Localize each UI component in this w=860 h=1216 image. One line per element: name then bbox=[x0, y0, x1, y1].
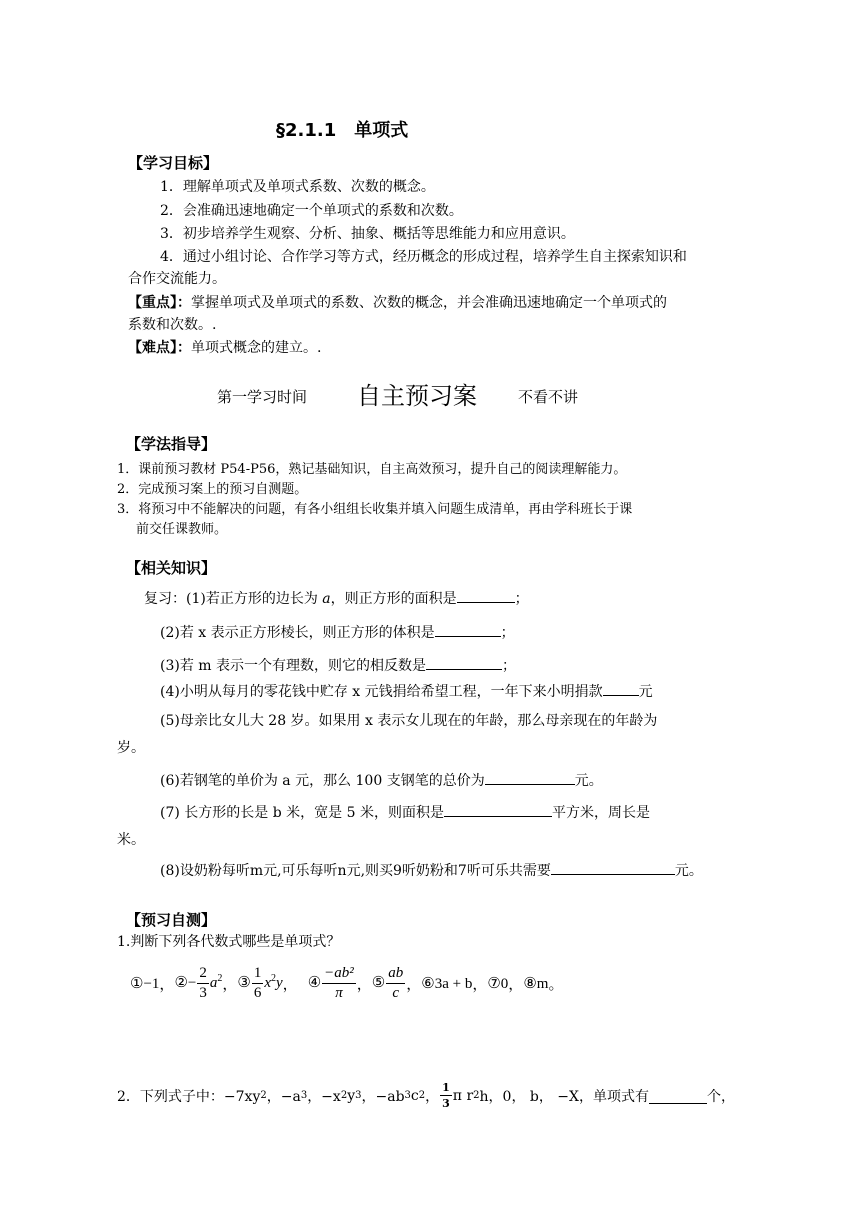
review-q5b: 岁。 bbox=[117, 740, 145, 756]
review-q8: (8)设奶粉每听m元,可乐每听n元,则买9听奶粉和7听可乐共需要 元。 bbox=[160, 859, 703, 880]
expr-6: ⑥3a + b bbox=[421, 976, 473, 992]
objective-item: 2．会准确迅速地确定一个单项式的系数和次数。 bbox=[160, 203, 463, 219]
answer-blank[interactable] bbox=[649, 1088, 707, 1104]
self-test-heading: 【预习自测】 bbox=[126, 911, 217, 929]
key-point bbox=[128, 292, 667, 312]
page-title: §2.1.1 单项式 bbox=[276, 120, 409, 141]
expr-2: ②− $\frac{2}{3}$ $a^2$ bbox=[174, 965, 223, 1001]
expression-list: ①−1 ， ②− $\frac{2}{3}$ $a^2$ ， ③ $\frac{1}{6}$ $x^2y$ ， ④ $\frac{\text{−ab²}}{\pi}$ ， ⑤ $\frac{ab}{c}$ ， ⑥3a + b ， ⑦0 ， ⑧m 。 bbox=[130, 965, 564, 1001]
expr-8: ⑧m bbox=[523, 976, 549, 992]
review-q7: (7) 长方形的长是 b 米，宽是 5 米，则面积是 平方米，周长是 bbox=[160, 801, 650, 822]
method-item: 2．完成预习案上的预习自测题。 bbox=[117, 482, 308, 497]
objective-item: 合作交流能力。 bbox=[128, 271, 226, 287]
review-q3: (3)若 m 表示一个有理数，则它的相反数是 ； bbox=[160, 654, 516, 675]
self-test-q2: 2．下列式子中：−7xy 2 ，−a 3 ，−x 2 y 3 ，−ab 3 c 2 ， $\frac{1}{3}$ π r 2 h，0， b， −X，单项式有 个， bbox=[117, 1081, 735, 1110]
key-point-text: 掌握单项式及单项式的系数、次数的概念，并会准确迅速地确定一个单项式的 bbox=[191, 295, 667, 311]
answer-blank[interactable] bbox=[426, 654, 502, 670]
expr-3: ③ $\frac{1}{6}$ $x^2y$ bbox=[237, 965, 283, 1001]
related-heading: 【相关知识】 bbox=[126, 559, 217, 577]
method-heading: 【学法指导】 bbox=[126, 435, 217, 453]
banner-left: 第一学习时间 bbox=[217, 388, 308, 406]
method-item: 3．将预习中不能解决的问题，有各小组组长收集并填入问题生成清单，再由学科班长于课 bbox=[117, 502, 633, 517]
key-point-line2: 系数和次数。. bbox=[128, 317, 217, 333]
review-q7c: 米。 bbox=[117, 832, 145, 848]
expr-7: ⑦0 bbox=[487, 976, 509, 992]
answer-blank[interactable] bbox=[435, 621, 501, 637]
answer-blank[interactable] bbox=[603, 680, 639, 696]
answer-blank[interactable] bbox=[551, 859, 675, 875]
review-q4: (4)小明从每月的零花钱中贮存 x 元钱捐给希望工程，一年下来小明捐款 元 bbox=[160, 680, 653, 701]
answer-blank[interactable] bbox=[444, 801, 552, 817]
answer-blank[interactable] bbox=[485, 769, 575, 785]
review-q1: 复习：(1)若正方形的边长为 a，则正方形的面积是 ； bbox=[144, 587, 529, 608]
method-item: 前交任课教师。 bbox=[136, 522, 228, 537]
self-test-q1: 1.判断下列各代数式哪些是单项式？ bbox=[117, 934, 341, 950]
method-item: 1．课前预习教材 P54-P56，熟记基础知识，自主高效预习，提升自己的阅读理解能力。 bbox=[117, 462, 627, 477]
expr-4: ④ $\frac{\text{−ab²}}{\pi}$ bbox=[307, 965, 354, 1001]
objective-item: 3．初步培养学生观察、分析、抽象、概括等思维能力和应用意识。 bbox=[160, 226, 575, 242]
difficulty-label: 【难点】： bbox=[128, 340, 191, 356]
banner-center: 自主预习案 bbox=[357, 382, 477, 410]
difficulty bbox=[128, 337, 321, 357]
review-q5a: (5)母亲比女儿大 28 岁。如果用 x 表示女儿现在的年龄，那么母亲现在的年龄为 bbox=[160, 713, 658, 729]
expr-5: ⑤ $\frac{ab}{c}$ bbox=[371, 965, 404, 1001]
objectives-heading: 【学习目标】 bbox=[128, 154, 219, 172]
banner-right: 不看不讲 bbox=[518, 388, 579, 406]
review-q2: (2)若 x 表示正方形棱长，则正方形的体积是 ； bbox=[160, 621, 515, 642]
key-point-label: 【重点】： bbox=[128, 295, 191, 311]
difficulty-text: 单项式概念的建立。. bbox=[191, 340, 322, 356]
answer-blank[interactable] bbox=[457, 587, 515, 603]
expr-1: ①−1 bbox=[130, 976, 160, 992]
review-q6: (6)若钢笔的单价为 a 元，那么 100 支钢笔的总价为 元。 bbox=[160, 769, 603, 790]
objective-item: 4．通过小组讨论、合作学习等方式，经历概念的形成过程，培养学生自主探索知识和 bbox=[160, 249, 687, 265]
objective-item: 1．理解单项式及单项式系数、次数的概念。 bbox=[160, 179, 435, 195]
